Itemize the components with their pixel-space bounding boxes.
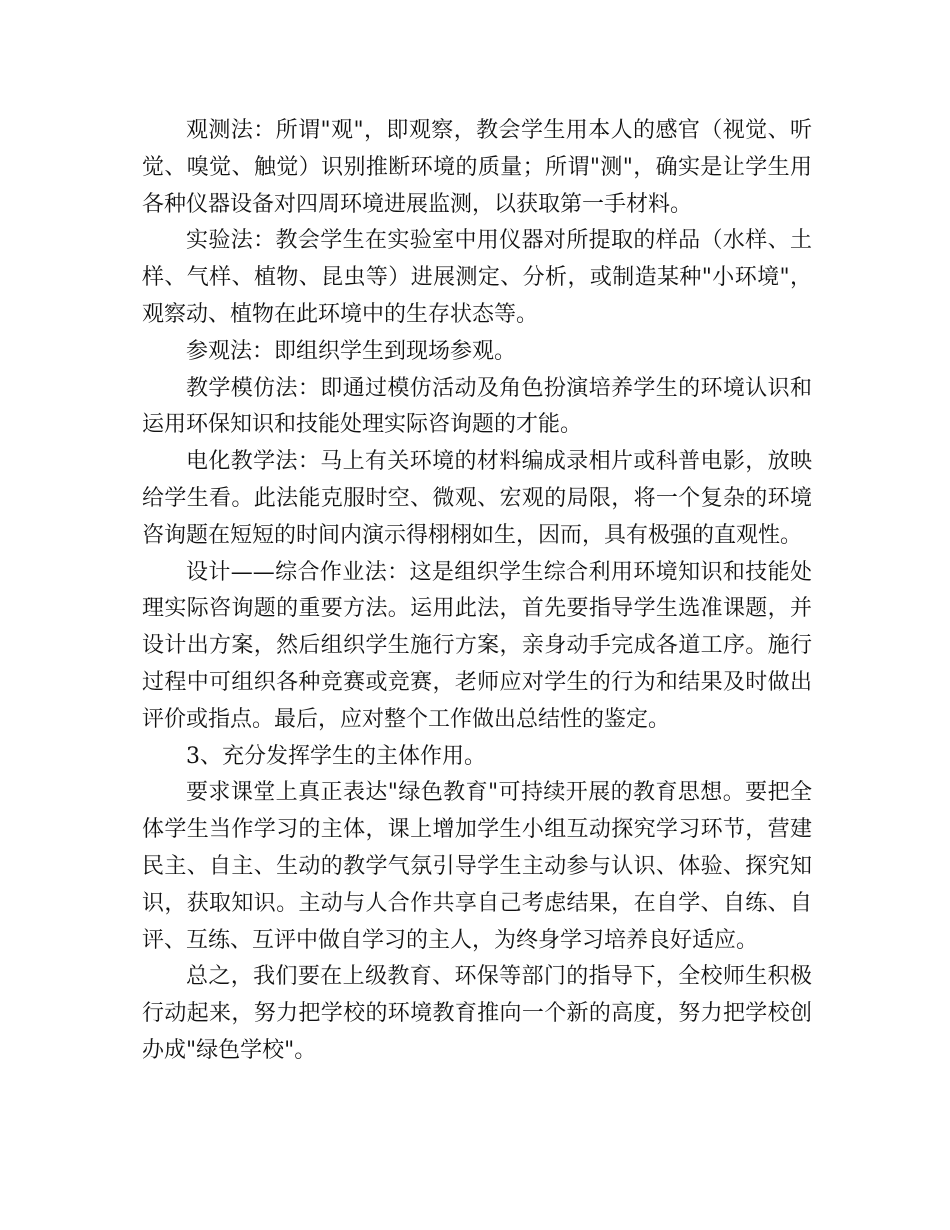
paragraph-simulation-method: 教学模仿法：即通过模仿活动及角色扮演培养学生的环境认识和运用环保知识和技能处理实际咨询题的才能。 xyxy=(142,375,812,438)
paragraph-design-method: 设计——综合作业法：这是组织学生综合利用环境知识和技能处理实际咨询题的重要方法。运用此法，首先要指导学生选准课题，并设计出方案，然后组织学生施行方案，亲身动手完成各道工序。施行过程中可组织各种竞赛或竞赛，老师应对学生的行为和结果及时做出评价或指点。最后，应对整个工作做出总结性的鉴定。 xyxy=(142,559,812,732)
paragraph-conclusion: 总之，我们要在上级教育、环保等部门的指导下，全校师生积极行动起来，努力把学校的环境教育推向一个新的高度，努力把学校创办成"绿色学校"。 xyxy=(142,964,812,1063)
document-body xyxy=(142,113,812,1070)
paragraph-experiment-method: 实验法：教会学生在实验室中用仪器对所提取的样品（水样、土样、气样、植物、昆虫等）进展测定、分析，或制造某种"小环境"，观察动、植物在此环境中的生存状态等。 xyxy=(142,228,812,327)
paragraph-section-heading: 3、充分发挥学生的主体作用。 xyxy=(186,743,486,769)
paragraph-visit-method: 参观法：即组织学生到现场参观。 xyxy=(186,338,517,364)
paragraph-audiovisual-method: 电化教学法：马上有关环境的材料编成录相片或科普电影，放映给学生看。此法能克服时空、微观、宏观的局限，将一个复杂的环境咨询题在短短的时间内演示得栩栩如生，因而，具有极强的直观性。 xyxy=(142,449,812,548)
paragraph-student-subject: 要求课堂上真正表达"绿色教育"可持续开展的教育思想。要把全体学生当作学习的主体，课上增加学生小组互动探究学习环节，营建民主、自主、生动的教学气氛引导学生主动参与认识、体验、探究知识，获取知识。主动与人合作共享自己考虑结果，在自学、自练、自评、互练、互评中做自学习的主人，为终身学习培养良好适应。 xyxy=(142,780,812,953)
paragraph-observation-method: 观测法：所谓"观"，即观察，教会学生用本人的感官（视觉、听觉、嗅觉、触觉）识别推断环境的质量；所谓"测"，确实是让学生用各种仪器设备对四周环境进展监测，以获取第一手材料。 xyxy=(142,118,812,217)
